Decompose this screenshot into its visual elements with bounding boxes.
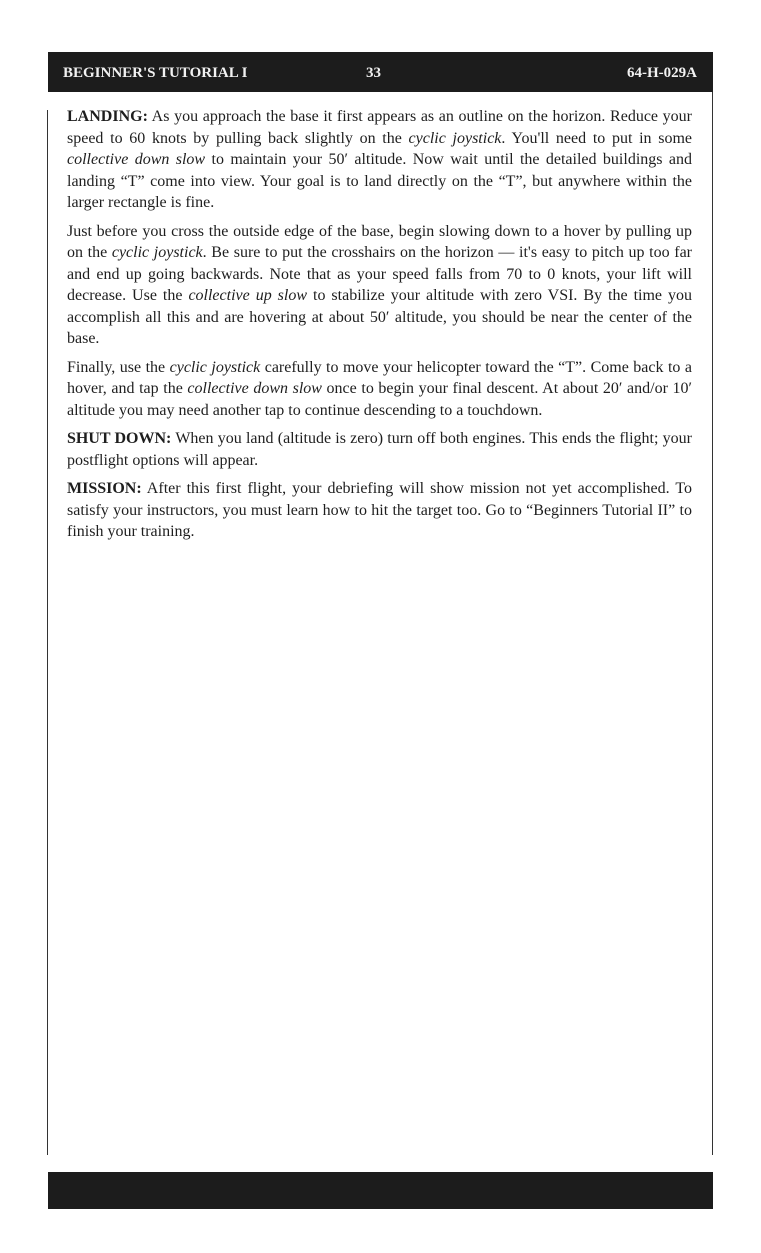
finally-text-1: Finally, use the	[67, 358, 170, 376]
right-margin-rule	[712, 92, 713, 1155]
shutdown-heading: SHUT DOWN:	[67, 430, 172, 447]
landing-text-1: As you approach the base it first appears as an outline on the horizon. Reduce your speed to 60 knots by pulling back slightly on the	[67, 108, 692, 147]
body-text	[67, 106, 692, 550]
shutdown-text: When you land (altitude is zero) turn off both engines. This ends the flight; your postflight options will appear.	[67, 430, 692, 469]
page-footer	[48, 1172, 713, 1209]
finally-term-1: cyclic joystick	[169, 358, 261, 376]
finally-text-2: carefully to move your helicopter toward the “T”. Come back to a hover, and tap the	[67, 358, 693, 397]
left-margin-rule	[47, 110, 48, 1155]
landing-heading: LANDING:	[67, 108, 148, 125]
finally-term-2: collective down slow	[187, 380, 322, 397]
document-code: 64-H-029A	[627, 65, 697, 81]
hover-text-1: Just before you cross the outside edge of the base, begin slowing down to a hover by pulling up on the	[67, 222, 692, 261]
hover-term-1: cyclic joystick	[111, 244, 203, 261]
hover-text-2: . Be sure to put the crosshairs on the horizon — it's easy to pitch up too far and end up going backwards. Note that as your speed falls from 70 to 0 knots, your lift will decrease. Use the	[67, 244, 692, 304]
hover-text-3: to stabilize your altitude with zero VSI. By the time you accomplish all this and are hovering at about 50′ altitude, you should be near the center of the base.	[67, 287, 692, 347]
mission-heading: MISSION:	[67, 480, 142, 497]
page-header	[48, 52, 713, 92]
paragraph-shutdown	[67, 428, 692, 471]
paragraph-landing	[67, 106, 692, 214]
finally-text-3: once to begin your final descent. At about 20′ and/or 10′ altitude you may need another tap to continue descending to a touchdown.	[67, 380, 693, 419]
section-title: BEGINNER'S TUTORIAL I	[63, 65, 248, 81]
landing-term-1: cyclic joystick	[408, 129, 502, 147]
paragraph-finally	[67, 357, 692, 422]
landing-term-2: collective down slow	[67, 151, 206, 168]
page-number: 33	[366, 65, 381, 81]
paragraph-mission	[67, 478, 692, 543]
paragraph-hover	[67, 221, 692, 350]
mission-text: After this first flight, your debriefing will show mission not yet accomplished. To satisfy your instructors, you must learn how to hit the target too. Go to “Beginners Tutorial II” to finish your training.	[67, 480, 692, 540]
landing-text-3: to maintain your 50′ altitude. Now wait until the detailed buildings and landing “T” come into view. Your goal is to land directly on the “T”, but anywhere within the larger rectangle is fine.	[67, 151, 692, 211]
landing-text-2: . You'll need to put in some	[501, 129, 692, 147]
hover-term-2: collective up slow	[188, 287, 308, 304]
